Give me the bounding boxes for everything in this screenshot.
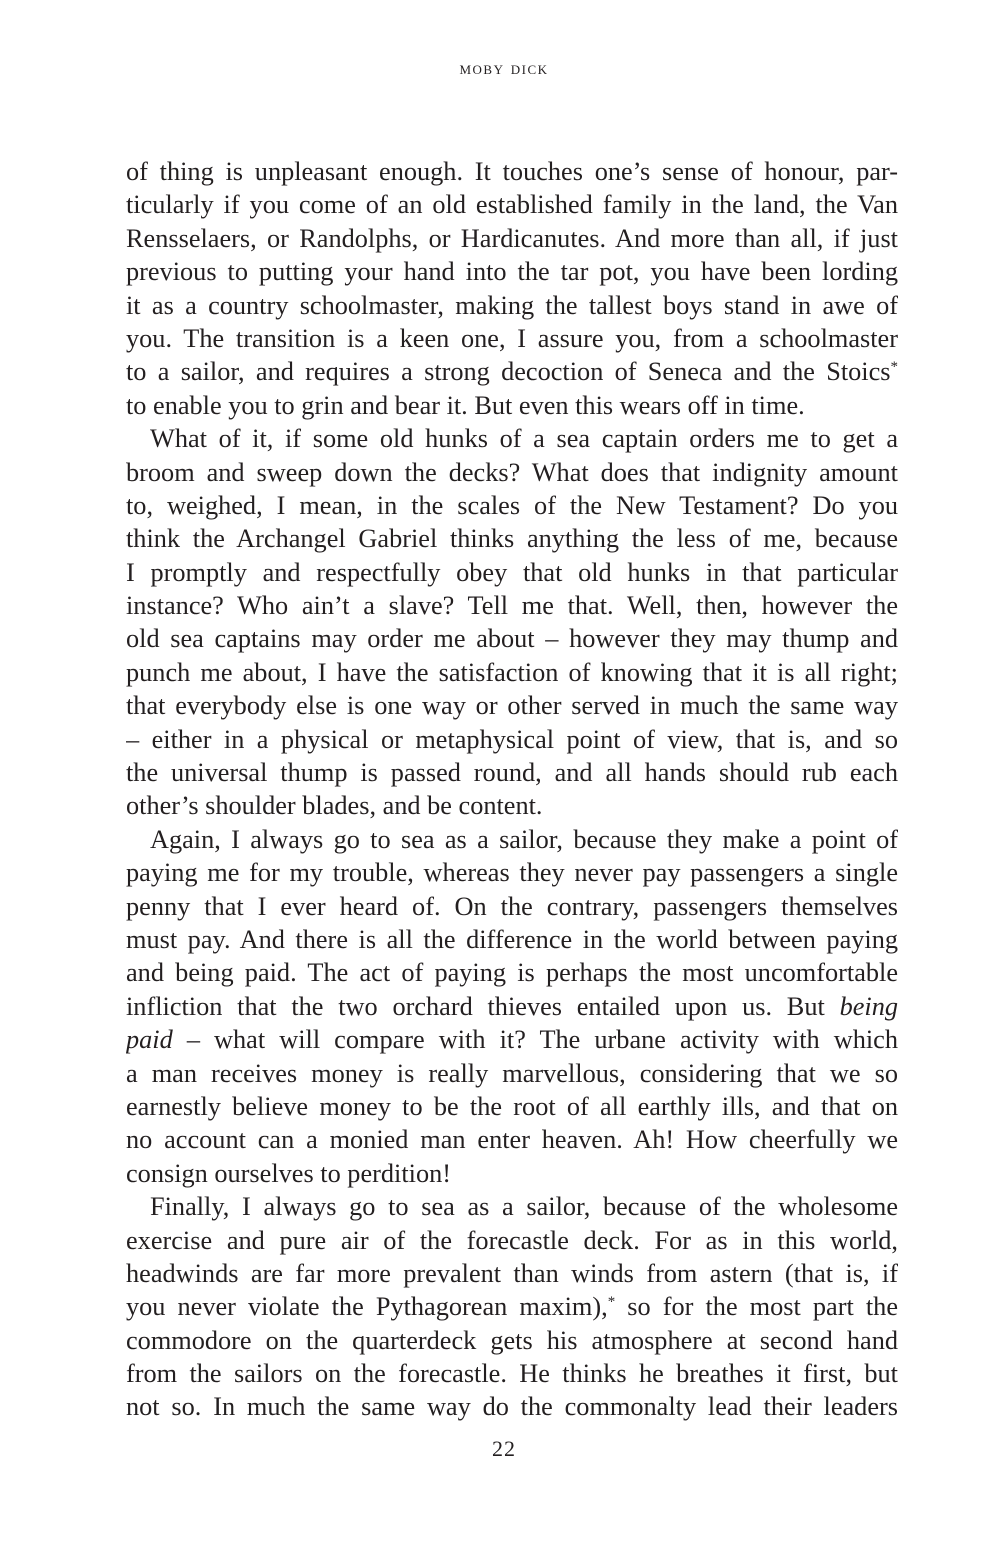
paragraph-first-line: Finally, I always go to sea as a sailor, because of the wholesome [150,1192,898,1222]
paragraph-first-line: Again, I always go to sea as a sailor, because they make a point of [150,824,898,854]
text-line: from the sailors on the forecastle. He thinks he breathes it first, but [126,1359,898,1389]
text-line: it as a country schoolmaster, making the tallest boys stand in awe of [126,290,898,320]
text-line: must pay. And there is all the difference in the world between paying [126,924,898,954]
text-line: the universal thump is passed round, and all hands should rub each [126,758,898,788]
body-text [126,155,898,1424]
text-line: of thing is unpleasant enough. It touches one’s sense of honour, par- [126,157,898,186]
text-line: old sea captains may order me about – however they may thump and [126,624,898,654]
text-line: – either in a physical or metaphysical point of view, that is, and so [126,724,898,754]
text-line: no account can a monied man enter heaven. Ah! How cheerfully we [126,1125,898,1155]
text-line [126,355,898,388]
text-line [126,990,898,1023]
text-segment: infliction that the two orchard thieves entailed upon us. But [126,991,840,1021]
text-line: penny that I ever heard of. On the contrary, passengers themselves [126,891,898,921]
text-line: consign ourselves to perdition! [126,1158,452,1188]
italic-emphasis: being [839,991,898,1021]
text-segment: – what will compare with it? The urbane activity with which [172,1025,898,1055]
text-line: to enable you to grin and bear it. But even this wears off in time. [126,390,805,420]
footnote-marker: * [890,359,898,376]
text-line: I promptly and respectfully obey that old hunks in that particular [126,557,898,587]
text-line: and being paid. The act of paying is perhaps the most uncomfortable [126,958,898,988]
footnote-marker: * [607,1294,616,1311]
text-line: punch me about, I have the satisfaction of knowing that it is all right; [126,657,898,687]
text-line: headwinds are far more prevalent than winds from astern (that is, if [126,1258,898,1288]
text-line: other’s shoulder blades, and be content. [126,791,543,821]
text-segment: so for the most part the [615,1292,898,1322]
running-head: moby dick [459,58,549,79]
text-segment: you never violate the Pythagorean maxim), [126,1292,608,1322]
text-line: paying me for my trouble, whereas they never pay passengers a single [126,858,898,888]
text-segment: to a sailor, and requires a strong decoction of Seneca and the Stoics [126,357,891,387]
text-line: think the Archangel Gabriel thinks anything the less of me, because [126,524,898,554]
text-line: broom and sweep down the decks? What does that indignity amount [126,457,898,487]
paragraph-first-line: What of it, if some old hunks of a sea captain orders me to get a [150,424,898,454]
text-line: previous to putting your hand into the tar pot, you have been lording [126,257,898,287]
text-line: instance? Who ain’t a slave? Tell me that. Well, then, however the [126,591,898,621]
text-line [126,1290,898,1323]
page-number: 22 [492,1436,516,1461]
text-line: you. The transition is a keen one, I assure you, from a schoolmaster [126,323,898,353]
text-line: earnestly believe money to be the root of all earthly ills, and that on [126,1091,898,1121]
text-line: not so. In much the same way do the commonalty lead their leaders [126,1392,898,1422]
text-line: commodore on the quarterdeck gets his atmosphere at second hand [126,1325,898,1355]
text-line: to, weighed, I mean, in the scales of the New Testament? Do you [126,490,898,520]
italic-emphasis: paid [126,1025,173,1055]
text-line: exercise and pure air of the forecastle deck. For as in this world, [126,1225,898,1255]
text-line: ticularly if you come of an old established family in the land, the Van [126,190,898,220]
text-line: a man receives money is really marvellous, considering that we so [126,1058,898,1088]
text-line: that everybody else is one way or other served in much the same way [126,691,898,721]
text-line [126,1023,898,1056]
text-line: Rensselaers, or Randolphs, or Hardicanutes. And more than all, if just [126,223,898,253]
